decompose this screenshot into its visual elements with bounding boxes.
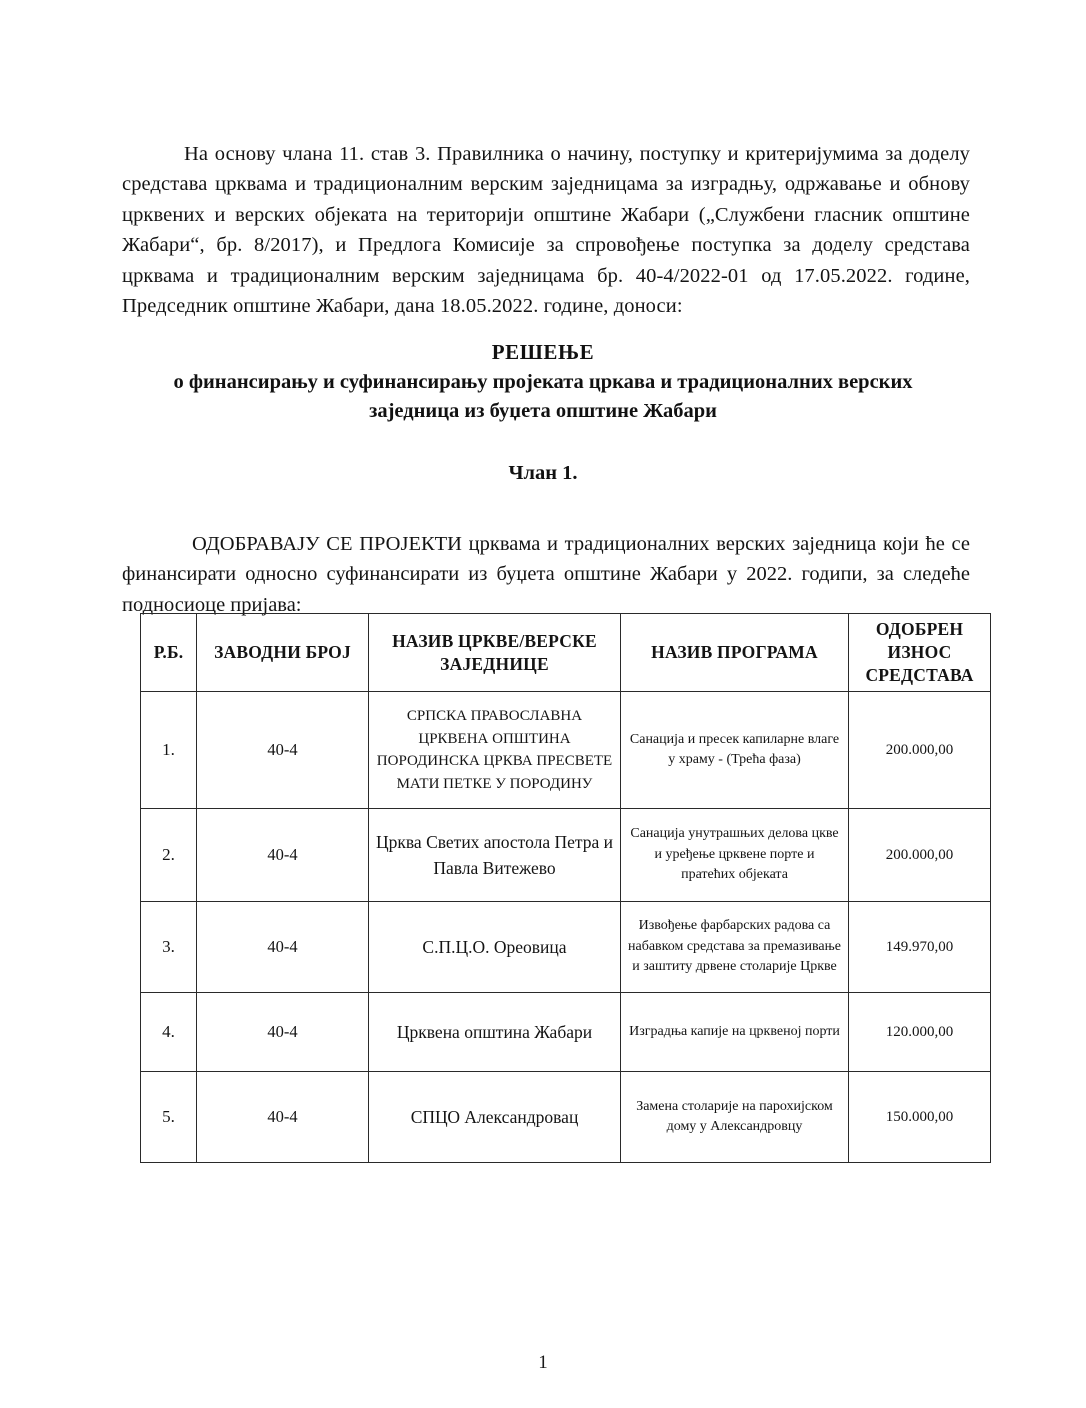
cell-church-name: СРПСКА ПРАВОСЛАВНА ЦРКВЕНА ОПШТИНА ПОРОДИНСКА ЦРКВА ПРЕСВЕТЕ МАТИ ПЕТКЕ У ПОРОДИНУ	[369, 692, 621, 809]
cell-rb: 1.	[141, 692, 197, 809]
table-header-approved-amount: ОДОБРЕН ИЗНОС СРЕДСТАВА	[849, 614, 991, 692]
resolution-title: РЕШЕЊЕ	[491, 340, 595, 364]
table-header-registry-number: ЗАВОДНИ БРОЈ	[197, 614, 369, 692]
cell-rb: 3.	[141, 902, 197, 993]
table-row	[141, 902, 991, 993]
cell-program-name: Санација и пресек капиларне влаге у храму - (Трећа фаза)	[621, 692, 849, 809]
article-heading: Члан 1.	[508, 462, 578, 484]
cell-program-name: Санација унутрашњих делова цкве и уређење црквене порте и пратећих објеката	[621, 809, 849, 902]
cell-approved-amount: 149.970,00	[849, 902, 991, 993]
grants-table	[140, 613, 991, 1163]
cell-rb: 4.	[141, 993, 197, 1072]
intro-paragraph: На основу члана 11. став 3. Правилника о начину, поступку и критеријумима за доделу средстава црквама и традиционалним верским заједницама за изградњу, одржавање и обнову црквених и верских објеката на територији општине Жабари („Службени гласник општине Жабари“, бр. 8/2017), и Предлога Комисије за спровођење поступка за доделу средстава црквама и традиционалним верским заједницама бр. 40-4/2022-01 од 17.05.2022. године, Председник општине Жабари, дана 18.05.2022. године, доноси:	[122, 142, 970, 317]
cell-program-name: Замена столарије на парохијском дому у Александровцу	[621, 1072, 849, 1163]
cell-registry-number: 40-4	[197, 692, 369, 809]
table-header-rb: Р.Б.	[141, 614, 197, 692]
table-row	[141, 993, 991, 1072]
cell-approved-amount: 120.000,00	[849, 993, 991, 1072]
cell-registry-number: 40-4	[197, 809, 369, 902]
cell-church-name: Црквена општина Жабари	[369, 993, 621, 1072]
resolution-subtitle: о финансирању и суфинансирању пројеката цркава и традиционалних верских заједница из буџета општине Жабари	[173, 371, 913, 422]
cell-registry-number: 40-4	[197, 993, 369, 1072]
cell-registry-number: 40-4	[197, 902, 369, 993]
cell-program-name: Изградња капије на црквеној порти	[621, 993, 849, 1072]
cell-rb: 5.	[141, 1072, 197, 1163]
cell-registry-number: 40-4	[197, 1072, 369, 1163]
page-number: 1	[538, 1352, 548, 1373]
table-row	[141, 809, 991, 902]
cell-approved-amount: 200.000,00	[849, 692, 991, 809]
cell-approved-amount: 200.000,00	[849, 809, 991, 902]
cell-church-name: С.П.Ц.О. Ореовица	[369, 902, 621, 993]
cell-approved-amount: 150.000,00	[849, 1072, 991, 1163]
cell-program-name: Извођење фарбарских радова са набавком средстава за премазивање и заштиту дрвене столарије Цркве	[621, 902, 849, 993]
body-paragraph: ОДОБРАВАЈУ СЕ ПРОЈЕКТИ црквама и традиционалних верских заједница који ће се финансирати односно суфинансирати из буџета општине Жабари у 2022. годипи, за следеће подносиоце пријава:	[122, 532, 970, 616]
table-header-row	[141, 614, 991, 692]
table-header-program-name: НАЗИВ ПРОГРАМА	[621, 614, 849, 692]
table-header-church-name: НАЗИВ ЦРКВЕ/ВЕРСКЕ ЗАЈЕДНИЦЕ	[369, 614, 621, 692]
cell-rb: 2.	[141, 809, 197, 902]
cell-church-name: Црква Светих апостола Петра и Павла Витежево	[369, 809, 621, 902]
cell-church-name: СПЦО Александровац	[369, 1072, 621, 1163]
table-row	[141, 1072, 991, 1163]
table-row	[141, 692, 991, 809]
